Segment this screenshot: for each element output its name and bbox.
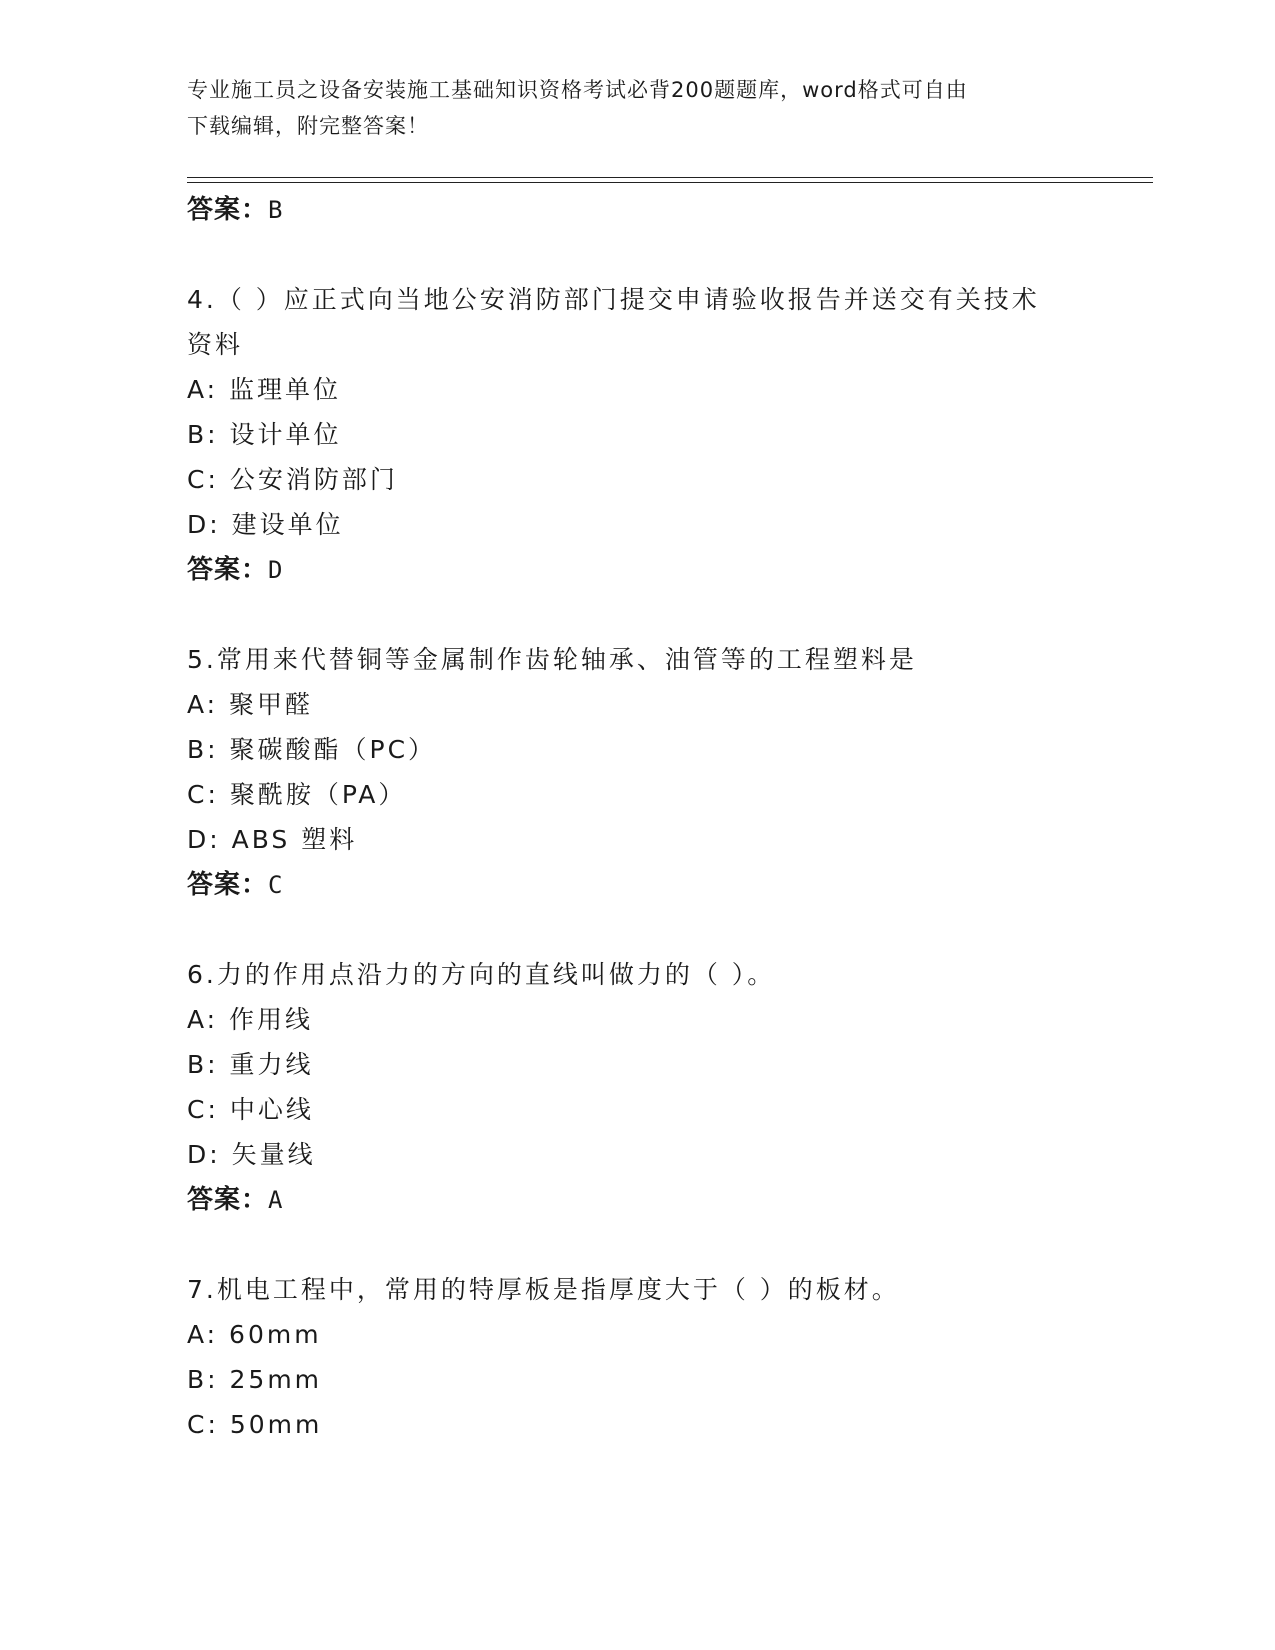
question-7-option-b: B: 25mm [187, 1365, 323, 1394]
answer-value: A [268, 1186, 284, 1214]
question-4-option-c: C: 公安消防部门 [187, 465, 398, 494]
header-divider-bottom [187, 182, 1153, 183]
document-header [187, 72, 1087, 144]
question-4-option-b: B: 设计单位 [187, 420, 342, 449]
answer-prev [187, 194, 283, 226]
answer-label: 答案： [187, 870, 269, 900]
question-7-option-a: A: 60mm [187, 1320, 322, 1349]
question-5-option-c: C: 聚酰胺（PA） [187, 780, 407, 809]
answer-value: B [268, 196, 284, 224]
question-5-stem: 5.常用来代替铜等金属制作齿轮轴承、油管等的工程塑料是 [187, 645, 917, 674]
header-line-2: 下载编辑，附完整答案！ [187, 114, 429, 138]
question-5-answer [187, 869, 283, 901]
question-6-option-b: B: 重力线 [187, 1050, 314, 1079]
answer-value: D [268, 556, 284, 584]
question-6-stem: 6.力的作用点沿力的方向的直线叫做力的（ ）。 [187, 960, 776, 989]
question-4-stem-line-1: 4.（ ）应正式向当地公安消防部门提交申请验收报告并送交有关技术 [187, 285, 1040, 314]
question-5-option-d: D: ABS 塑料 [187, 825, 358, 854]
answer-value: C [268, 871, 284, 899]
question-4-stem-line-2: 资料 [187, 330, 244, 359]
question-4-option-a: A: 监理单位 [187, 375, 342, 404]
question-6-option-d: D: 矢量线 [187, 1140, 316, 1169]
answer-label: 答案： [187, 555, 269, 585]
header-line-1: 专业施工员之设备安装施工基础知识资格考试必背200题题库，word格式可自由 [187, 78, 968, 102]
question-5-option-b: B: 聚碳酸酯（PC） [187, 735, 437, 764]
question-6-option-a: A: 作用线 [187, 1005, 314, 1034]
answer-label: 答案： [187, 195, 269, 225]
question-5-option-a: A: 聚甲醛 [187, 690, 314, 719]
question-6-option-c: C: 中心线 [187, 1095, 314, 1124]
answer-label: 答案： [187, 1185, 269, 1215]
question-4-answer [187, 554, 283, 586]
question-7-stem: 7.机电工程中，常用的特厚板是指厚度大于（ ）的板材。 [187, 1275, 900, 1304]
question-6-answer [187, 1184, 283, 1216]
question-4-option-d: D: 建设单位 [187, 510, 344, 539]
header-divider-top [187, 177, 1153, 178]
question-7-option-c: C: 50mm [187, 1410, 323, 1439]
